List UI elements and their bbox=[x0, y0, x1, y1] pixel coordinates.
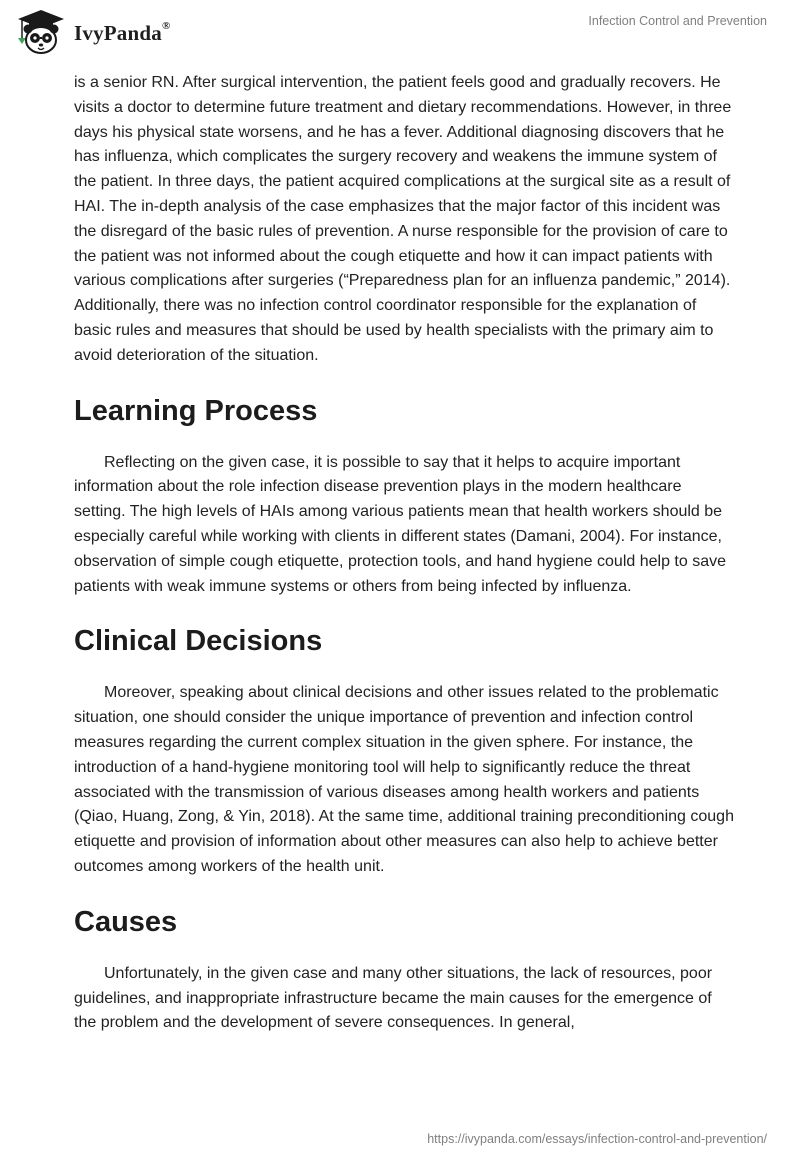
ivypanda-logo[interactable] bbox=[14, 8, 170, 56]
brand-wordmark: IvyPanda bbox=[74, 20, 162, 45]
heading-learning-process: Learning Process bbox=[74, 394, 318, 427]
heading-clinical-decisions: Clinical Decisions bbox=[74, 625, 323, 658]
intro-paragraph: is a senior RN. After surgical intervention, the patient feels good and gradually recovers. He visits a doctor to determine future treatment and dietary recommendations. However, in three days his physical state worsens, and he has a fever. Additional diagnosing discovers that he has influenza, which complicates the surgery recovery and weakens the immune system of the patient. In three days, the patient acquired complications at the surgical site as a result of HAI. The in-depth analysis of the case emphasizes that the major factor of this incident was the disregard of the basic rules of prevention. A nurse responsible for the provision of care to the patient was not informed about the cough etiquette and how it can impact patients with various complications after surgeries (“Preparedness plan for an influenza pandemic,” 2014). Additionally, there was no infection control coordinator responsible for the explanation of basic rules and measures that should be used by health specialists with the primary aim to avoid deterioration of the situation. bbox=[74, 74, 732, 364]
brand-name bbox=[74, 21, 170, 46]
learning-process-paragraph: Reflecting on the given case, it is possible to say that it helps to acquire important information about the role infection disease prevention plays in the modern healthcare setting. The high levels of HAIs among various patients mean that health workers should be especially careful while working with clients in different states (Damani, 2004). For instance, observation of simple cough etiquette, protection tools, and hand hygiene could help to save patients with weak immune systems or others from being infected by influenza. bbox=[74, 453, 726, 595]
document-title: Infection Control and Prevention bbox=[588, 14, 767, 28]
clinical-decisions-paragraph: Moreover, speaking about clinical decisions and other issues related to the problematic situation, one should consider the unique importance of prevention and infection control measures regarding the current complex situation in the given sphere. For instance, the introduction of a hand-hygiene monitoring tool will help to significantly reduce the threat associated with the transmission of various diseases among health workers and patients (Qiao, Huang, Zong, & Yin, 2018). At the same time, additional training preconditioning cough etiquette and provision of information about other measures can also help to achieve better outcomes among workers of the health unit. bbox=[74, 684, 734, 875]
panda-graduate-icon bbox=[14, 8, 68, 56]
page-header bbox=[0, 0, 800, 60]
source-url[interactable]: https://ivypanda.com/essays/infection-control-and-prevention/ bbox=[427, 1132, 767, 1146]
essay-content bbox=[74, 71, 734, 1036]
heading-causes: Causes bbox=[74, 905, 178, 938]
registered-mark: ® bbox=[161, 19, 171, 32]
causes-paragraph: Unfortunately, in the given case and many other situations, the lack of resources, poor guidelines, and inappropriate infrastructure became the main causes for the emergence of the problem and the development of severe consequences. In general, bbox=[74, 964, 713, 1032]
